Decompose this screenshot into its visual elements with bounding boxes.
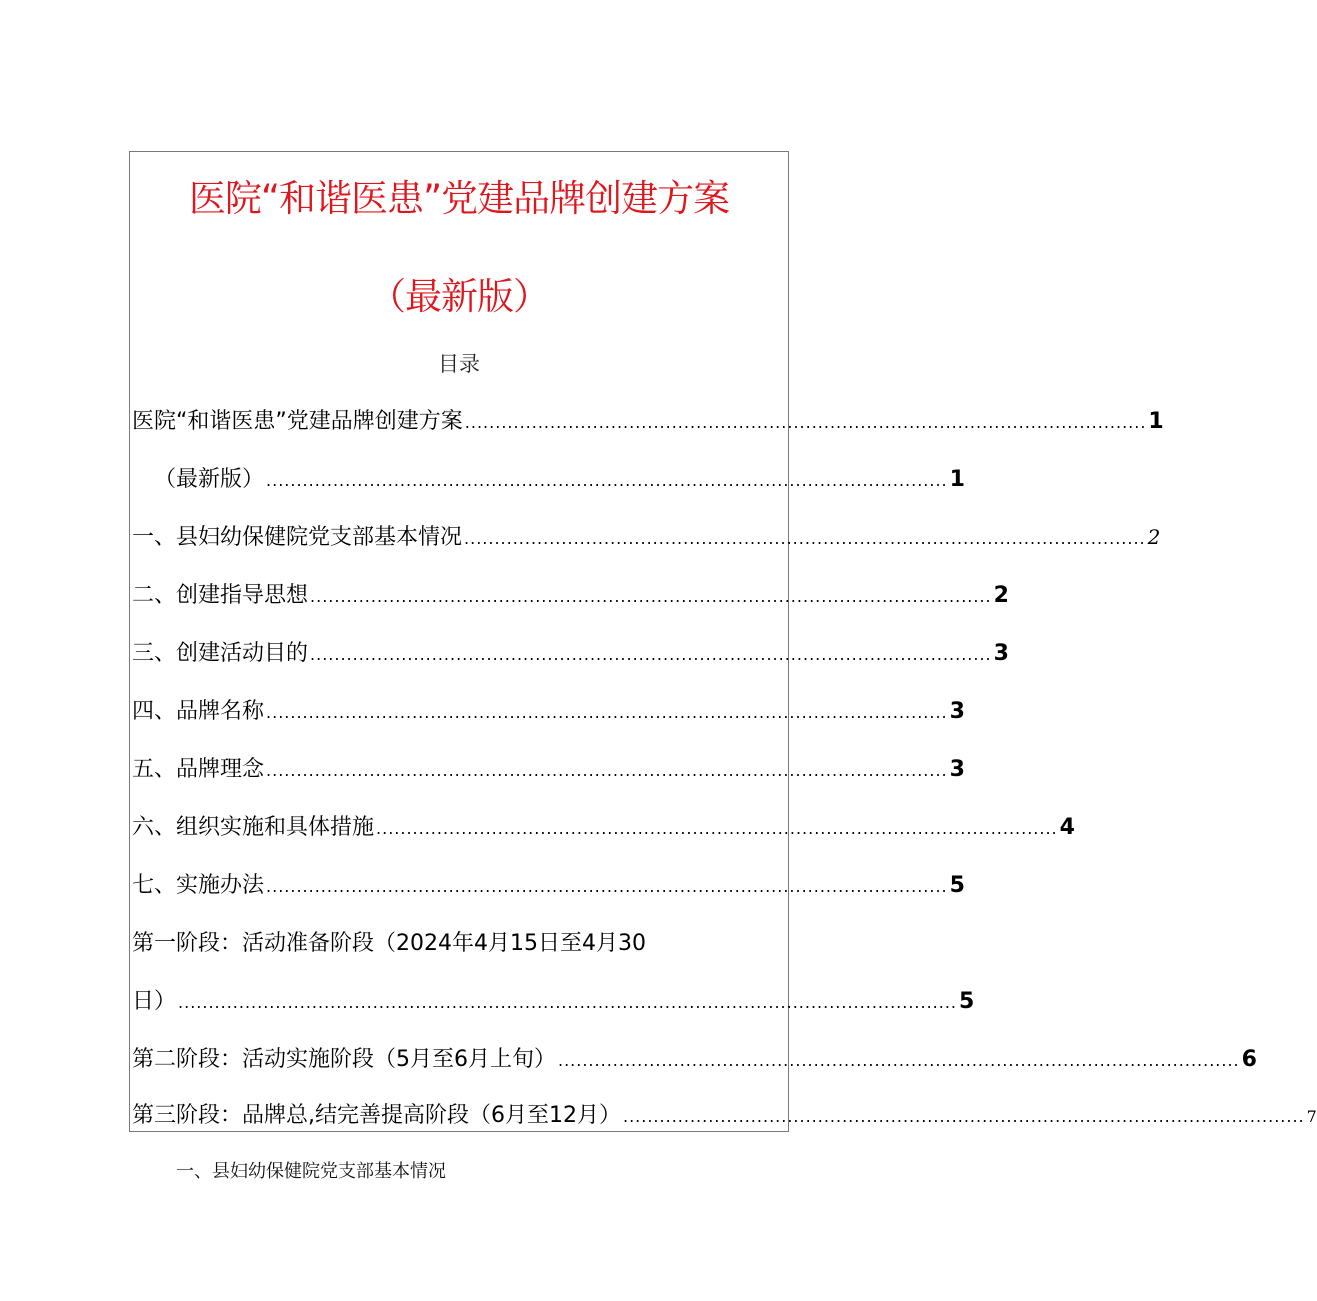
toc-leader-dots: ................................................................................................................ <box>266 703 948 722</box>
toc-box <box>129 151 1317 1132</box>
toc-entry-label: 日） <box>132 989 177 1014</box>
toc-leader-dots: ................................................................................................................ <box>266 761 948 780</box>
toc-entry-label: （最新版） <box>154 467 265 492</box>
toc-leader-dots: ................................................................................................................ <box>266 471 948 490</box>
toc-entry-page: 3 <box>993 641 1009 666</box>
toc-entry-page: 2 <box>1147 525 1161 549</box>
toc-entry-page: 2 <box>993 583 1009 608</box>
toc-leader-dots: ................................................................................................................ <box>464 529 1146 548</box>
toc-leader-dots: ................................................................................................................ <box>558 1051 1240 1070</box>
toc-entry[interactable] <box>132 694 965 725</box>
toc-entry-page: 7 <box>1306 1107 1317 1126</box>
toc-entry-label: 第三阶段：品牌总,结完善提高阶段（6月至12月） <box>132 1103 621 1128</box>
toc-entry-label: 七、实施办法 <box>132 873 265 898</box>
toc-leader-dots: ................................................................................................................ <box>266 877 948 896</box>
toc-leader-dots: ................................................................................................................ <box>310 645 992 664</box>
toc-leader-dots: ................................................................................................................................ <box>178 993 958 1012</box>
toc-entry-label: 五、品牌理念 <box>132 757 265 782</box>
toc-entry-page: 1 <box>949 467 965 492</box>
document-subtitle: （最新版） <box>369 275 549 318</box>
toc-entry-line1[interactable] <box>132 926 772 957</box>
toc-entry[interactable] <box>132 1098 1317 1129</box>
section-heading: 一、县妇幼保健院党支部基本情况 <box>176 1161 446 1182</box>
toc-entry-label: 六、组织实施和具体措施 <box>132 815 375 840</box>
toc-leader-dots: ................................................................................................................ <box>464 413 1147 432</box>
toc-entry-page: 6 <box>1241 1047 1257 1072</box>
toc-entry-label: 第二阶段：活动实施阶段（5月至6月上旬） <box>132 1047 556 1072</box>
toc-entry[interactable] <box>132 1042 1257 1073</box>
toc-leader-dots: ................................................................................................................ <box>310 587 992 606</box>
toc-entry-label: 一、县妇幼保健院党支部基本情况 <box>132 525 463 550</box>
toc-entry[interactable] <box>132 752 965 783</box>
toc-entry[interactable] <box>132 984 975 1015</box>
toc-entry-label: 医院“和谐医患”党建品牌创建方案 <box>132 409 463 434</box>
toc-leader-dots: ................................................................................................................ <box>376 819 1058 838</box>
toc-entry[interactable] <box>132 868 965 899</box>
toc-entry-label: 二、创建指导思想 <box>132 583 309 608</box>
toc-entry-page: 5 <box>949 873 965 898</box>
toc-heading: 目录 <box>438 352 480 376</box>
toc-entry-page: 4 <box>1059 815 1075 840</box>
toc-entry[interactable] <box>132 404 1164 435</box>
toc-entry-label: 第一阶段：活动准备阶段（2024年4月15日至4月30 <box>132 931 646 956</box>
document-title: 医院“和谐医患”党建品牌创建方案 <box>188 177 730 220</box>
toc-entry[interactable] <box>132 810 1075 841</box>
toc-leader-dots: ................................................................................................................ <box>623 1107 1305 1126</box>
toc-entry-label: 三、创建活动目的 <box>132 641 309 666</box>
toc-entry-page: 1 <box>1148 409 1164 434</box>
toc-entry[interactable] <box>132 636 1009 667</box>
toc-entry[interactable] <box>154 462 965 493</box>
toc-entry-page: 3 <box>949 757 965 782</box>
toc-entry[interactable] <box>132 578 1009 609</box>
toc-entry-page: 5 <box>959 989 975 1014</box>
toc-entry-label: 四、品牌名称 <box>132 699 265 724</box>
toc-entry-page: 3 <box>949 699 965 724</box>
toc-entry[interactable] <box>132 520 1161 551</box>
